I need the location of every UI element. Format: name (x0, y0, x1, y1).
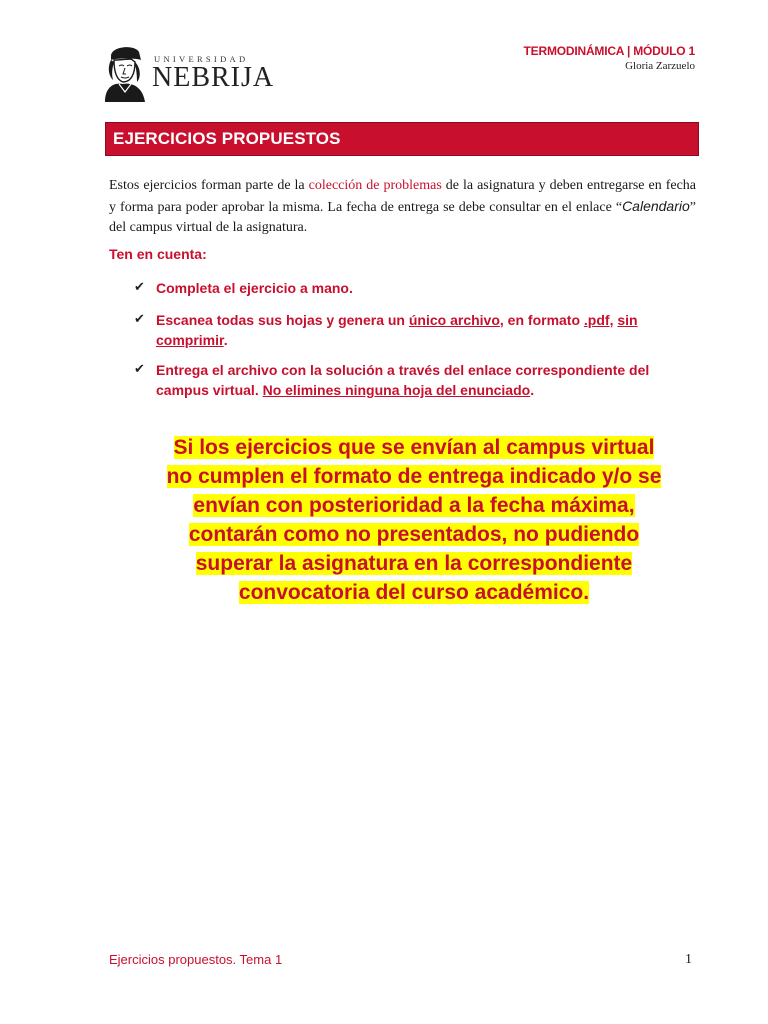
warning-line: convocatoria del curso académico. (238, 581, 590, 604)
logo-nebrija-text: NEBRIJA (152, 62, 275, 93)
intro-text-1: Estos ejercicios forman parte de la (109, 178, 309, 193)
problem-collection-link[interactable]: colección de problemas (308, 178, 442, 193)
item-text: , en formato (499, 312, 584, 328)
footer-title: Ejercicios propuestos. Tema 1 (109, 952, 283, 967)
warning-line: envían con posterioridad a la fecha máxima, (193, 494, 635, 517)
erasmus-portrait-icon (101, 42, 147, 102)
list-item (134, 278, 696, 298)
instruction-list (134, 278, 696, 400)
warning-line: superar la asignatura en la correspondiente (195, 552, 633, 575)
item-underlined-text: No elimines ninguna hoja del enunciado (262, 382, 531, 398)
logo-university-text: UNIVERSIDAD (154, 54, 249, 64)
intro-text-3: ” del campus virtual de la asignatura. (109, 200, 696, 235)
item-text: . (223, 332, 228, 348)
item-underlined-text: único archivo (408, 312, 500, 328)
course-title: TERMODINÁMICA | MÓDULO 1 (523, 44, 695, 58)
warning-notice (100, 433, 728, 607)
warning-line: contarán como no presentados, no pudiendo (188, 523, 640, 546)
list-item (134, 310, 696, 350)
item-text: Entrega el archivo con la solución a través del enlace correspondiente del campus virtual. (156, 362, 650, 398)
section-title: EJERCICIOS PROPUESTOS (113, 129, 341, 148)
intro-paragraph (109, 176, 696, 238)
intro-text-2: de la asignatura y deben entregarse en fecha y forma para poder aprobar la misma. La fecha de entrega se debe consultar en el enlace “ (109, 178, 697, 215)
nebrija-logo (101, 40, 281, 102)
section-banner (105, 122, 699, 156)
item-text: . (530, 382, 535, 398)
note-heading: Ten en cuenta: (109, 246, 207, 262)
warning-line: no cumplen el formato de entrega indicado y/o se (166, 465, 662, 488)
list-item (134, 360, 696, 400)
checkmark-icon: ✔ (134, 362, 145, 377)
item-text: , (609, 312, 618, 328)
item-text: Escanea todas sus hojas y genera un (156, 312, 409, 328)
checkmark-icon: ✔ (134, 312, 145, 327)
calendar-link-text: Calendario (622, 198, 690, 214)
header-info (524, 44, 695, 72)
page-number: 1 (685, 952, 692, 967)
warning-line: Si los ejercicios que se envían al campus virtual (173, 436, 655, 459)
item-underlined-text: sin comprimir (156, 312, 638, 348)
checkmark-icon: ✔ (134, 280, 145, 295)
item-underlined-text: .pdf (583, 312, 610, 328)
item-text: Completa el ejercicio a mano. (156, 280, 353, 296)
author-name: Gloria Zarzuelo (625, 60, 695, 72)
